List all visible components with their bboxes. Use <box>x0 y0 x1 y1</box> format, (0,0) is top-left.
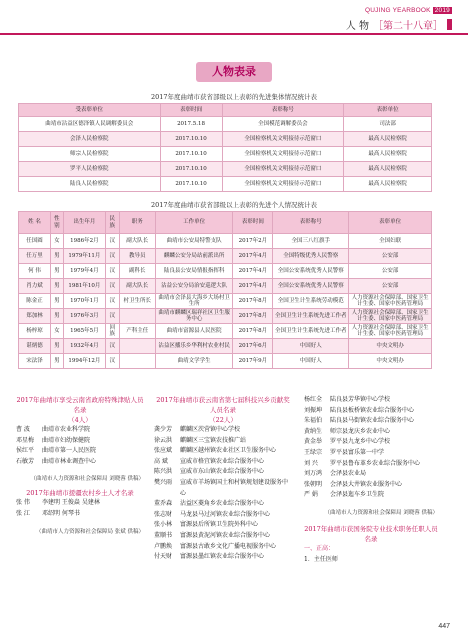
person-name: 侯红平 <box>16 447 35 455</box>
table-row <box>19 234 432 249</box>
source-note: （曲靖市人力资源和社会保障局 张斌 供稿） <box>36 528 144 535</box>
person-name: 张 伟 <box>16 499 30 507</box>
person-unit: 会泽县迤车乡卫生院 <box>330 491 385 499</box>
table-row <box>19 177 432 192</box>
cell: 男 <box>50 294 63 309</box>
person-name: 黄纳生 <box>304 427 323 435</box>
cell: 何 伟 <box>19 264 51 279</box>
list-item <box>304 406 438 417</box>
column-middle <box>154 395 292 563</box>
person-name: 张应斌 <box>154 447 173 455</box>
year-badge: 2019 <box>434 7 450 14</box>
cell <box>119 309 155 324</box>
cell: 汉 <box>105 249 119 264</box>
cell: 2017年4月 <box>233 279 273 294</box>
cell: 肖力斌 <box>19 279 51 294</box>
list-item <box>304 480 438 491</box>
person-name: 张朝明 <box>304 480 323 488</box>
person-unit: 富源县黄泥河镇农业综合服务中心 <box>180 531 271 539</box>
person-name: 王绿宗 <box>304 448 323 456</box>
list-item <box>154 425 292 436</box>
person-name: 朱福伯 <box>304 417 323 425</box>
person-name: 卢鹏焕 <box>154 542 173 550</box>
cell: 全国公安系统优秀人民警察 <box>273 264 349 279</box>
cell: 最高人民检察院 <box>344 147 432 162</box>
cell: 2017年8月 <box>233 309 273 324</box>
table-row <box>19 354 432 369</box>
cell: 村卫生所长 <box>119 294 155 309</box>
list-item <box>16 446 144 457</box>
table2-header: 性别 <box>50 212 63 234</box>
person-unit: 曲靖市农业科学院 <box>42 426 91 433</box>
table-row <box>19 294 432 309</box>
list-item <box>16 457 144 468</box>
cell: 全国模范调解委员会 <box>222 117 344 132</box>
table-row <box>19 309 432 324</box>
cell: 中国好人 <box>273 354 349 369</box>
table1-header: 表彰单位 <box>344 104 432 117</box>
cell: 1965年5月 <box>63 324 105 339</box>
cell: 1970年1月 <box>63 294 105 309</box>
person-unit: 宣威市羊场镇国土和村镇规划建设服务中心 <box>180 478 289 497</box>
cell: 2017.10.10 <box>160 147 222 162</box>
cell: 曲靖市富源县人民医院 <box>155 324 233 339</box>
cell: 男 <box>50 264 63 279</box>
cell: 1994年12月 <box>63 354 105 369</box>
table2-title: 2017年度曲靖市获省部级以上表彰的先进个人情况统计表 <box>150 201 318 209</box>
table1-header: 表彰称号 <box>222 104 344 117</box>
cell: 女 <box>50 234 63 249</box>
cell: 人力资源社会保障部、国家卫生计生委、国家中医药管理局 <box>349 309 432 324</box>
person-name: 刘 兴 <box>304 459 318 467</box>
person-name: 刘振坤 <box>304 406 323 414</box>
cell: 1932年4月 <box>63 339 105 354</box>
person-name: 徐云洪 <box>154 436 173 444</box>
person-unit: 曲靖市第一人民医院 <box>42 447 97 455</box>
cell: 任万里 <box>19 249 51 264</box>
cell: 全国检察机关文明接待示范窗口 <box>222 177 344 192</box>
cell: 2017.10.10 <box>160 177 222 192</box>
table2-header: 表彰时间 <box>233 212 273 234</box>
table1-header: 受表彰单位 <box>19 104 161 117</box>
person-name: 龚少芳 <box>154 426 173 433</box>
person-unit: 宣威市格宜镇农业综合服务中心 <box>180 457 265 465</box>
cell: 2017年6月 <box>233 339 273 354</box>
person-name: 张小林 <box>154 521 173 529</box>
column-left <box>16 395 144 537</box>
person-unit: 富源县后所镇卫生院外科中心 <box>180 521 259 529</box>
person-name: 石敏芳 <box>16 457 35 465</box>
list-title: 2017年曲靖市获云南省第七届科技兴乡贡献奖人员名录 <box>156 396 290 414</box>
person-unit: 罗平县九龙乡中心学校 <box>330 438 391 446</box>
cell: 人力资源社会保障部、国家卫生计生委、国家中医药管理局 <box>349 324 432 339</box>
cell: 会泽人民检察院 <box>19 132 161 147</box>
cell: 2017.10.10 <box>160 162 222 177</box>
person-unit: 沾益区菱角乡农业综合服务中心 <box>180 500 265 508</box>
cell: 1981年10月 <box>63 279 105 294</box>
cell: 宋法泽 <box>19 354 51 369</box>
yearbook-english-title: QUJING YEARBOOK 2019 <box>364 7 450 14</box>
table2-header: 民族 <box>105 212 119 234</box>
person-unit: 富源县墨红镇农业综合服务中心 <box>180 553 265 561</box>
cell: 司法部 <box>344 117 432 132</box>
cell: 麒麟公安分局站前派出所 <box>155 249 233 264</box>
cell: 曲靖市沾益区德泽镇人民调解委员会 <box>19 117 161 132</box>
cell: 陈金正 <box>19 294 51 309</box>
cell: 全国检察机关文明接待示范窗口 <box>222 147 344 162</box>
cell: 罗平人民检察院 <box>19 162 161 177</box>
person-name: 高 斌 <box>154 457 168 465</box>
list-item <box>154 520 292 531</box>
table-row <box>19 249 432 264</box>
person-unit: 罗平县富乐第一中学 <box>330 448 385 456</box>
cell: 中国好人 <box>273 339 349 354</box>
table-row <box>19 162 432 177</box>
cell: 副大队长 <box>119 279 155 294</box>
cell: 陆良人民检察院 <box>19 177 161 192</box>
list-item <box>154 499 292 510</box>
person-name: 邓星梅 <box>16 436 35 444</box>
table2-header: 工作单位 <box>155 212 233 234</box>
cell: 陆良县公安局情报指挥科 <box>155 264 233 279</box>
cell: 公安部 <box>349 249 432 264</box>
table-row <box>19 132 432 147</box>
cell: 曲靖市会泽县大海乡大场村卫生所 <box>155 294 233 309</box>
table-row <box>19 279 432 294</box>
cell: 曲靖文学学生 <box>155 354 233 369</box>
cell: 全国妇联 <box>349 234 432 249</box>
list-item <box>154 552 292 563</box>
list-count: （4人） <box>68 416 92 424</box>
list-item <box>304 437 438 448</box>
list-item <box>154 436 292 447</box>
person-unit: 李建明 王俊焱 吴建林 <box>42 499 100 507</box>
cell: 2017年2月 <box>233 234 273 249</box>
cell: 男 <box>50 354 63 369</box>
table2-header: 职务 <box>119 212 155 234</box>
cell: 教导员 <box>119 249 155 264</box>
header-rule <box>0 33 468 35</box>
person-unit: 马龙县马过河镇农业综合服务中心 <box>180 510 271 518</box>
list-title: 2017年曲靖市享受云南省政府特殊津贴人员名录 <box>16 396 144 414</box>
cell: 谌炳德 <box>19 339 51 354</box>
list-item <box>16 498 144 509</box>
list-item <box>16 436 144 447</box>
table2-header: 出生年月 <box>63 212 105 234</box>
cell: 汉 <box>105 294 119 309</box>
cell: 曲靖市麒麟区瑞祥社区卫生服务中心 <box>155 309 233 324</box>
cell: 人力资源社会保障部、国家卫生计生委、国家中医药管理局 <box>349 294 432 309</box>
cell: 杨梓琼 <box>19 324 51 339</box>
table1-header: 表彰时间 <box>160 104 222 117</box>
cell: 公安部 <box>349 264 432 279</box>
cell: 男 <box>50 249 63 264</box>
list-item: 1．主任医师 <box>304 555 338 563</box>
cell: 师宗人民检察院 <box>19 147 161 162</box>
person-name: 刘万鸿 <box>304 470 323 478</box>
source-note: （曲靖市人力资源和社会保障局 刘晓蓉 供稿） <box>30 476 144 483</box>
collective-awards-table <box>18 103 432 192</box>
cell <box>119 354 155 369</box>
page-number: 447 <box>438 623 450 630</box>
list-title: 2017年曲靖市援疆农村乡土人才名录 <box>26 489 134 498</box>
person-name: 董顺书 <box>154 531 173 539</box>
list-item <box>304 459 438 470</box>
person-unit: 麒麟区越州镇农业社区卫生服务中心 <box>180 447 277 455</box>
cell: 2017.10.10 <box>160 132 222 147</box>
cell: 全国卫生计生系统劳动模范 <box>273 294 349 309</box>
cell: 汉 <box>105 309 119 324</box>
list-item <box>304 490 438 501</box>
list-item <box>154 531 292 542</box>
cell: 汉 <box>105 354 119 369</box>
source-note: （曲靖市人力资源和社会保障局 刘晓蓉 供稿） <box>324 509 438 516</box>
list-subhead: 一、正高： <box>304 544 335 552</box>
list-count: （22人） <box>209 416 237 424</box>
chapter-label: ［第二十八章］ <box>373 21 443 32</box>
person-name: 黄金举 <box>304 438 323 446</box>
cell: 2017年9月 <box>233 354 273 369</box>
person-unit: 麒麟区茨营镇中心学校 <box>180 426 241 433</box>
person-unit: 曲靖市妇幼保健院 <box>42 436 91 444</box>
cell: 中央文明办 <box>349 354 432 369</box>
cell: 产科主任 <box>119 324 155 339</box>
cell: 最高人民检察院 <box>344 162 432 177</box>
person-unit: 曲靖市林业调查中心 <box>42 457 97 465</box>
person-unit: 陆良县板桥镇农业综合服务中心 <box>330 406 415 414</box>
list-item <box>154 457 292 468</box>
chapter-heading <box>346 17 452 32</box>
cell: 1979年11月 <box>63 249 105 264</box>
person-unit: 富源县古敢乡文化广播电视服务中心 <box>180 542 277 550</box>
cell: 汉 <box>105 234 119 249</box>
person-name: 董乔森 <box>154 500 173 508</box>
cell: 男 <box>50 339 63 354</box>
cell: 2017年4月 <box>233 264 273 279</box>
cell: 1979年4月 <box>63 264 105 279</box>
cell: 1986年2月 <box>63 234 105 249</box>
cell: 曲靖市公安局特警支队 <box>155 234 233 249</box>
cell: 2017年8月 <box>233 324 273 339</box>
table-row <box>19 147 432 162</box>
cell <box>119 339 155 354</box>
list-item <box>304 416 438 427</box>
table2-header: 表彰称号 <box>273 212 349 234</box>
cell: 全国卫生计生系统先进工作者 <box>273 324 349 339</box>
cell: 全国公安系统优秀人民警察 <box>273 279 349 294</box>
person-name: 陈兴洪 <box>154 468 173 476</box>
cell: 2017年8月 <box>233 294 273 309</box>
cell: 汉 <box>105 264 119 279</box>
table-row <box>19 264 432 279</box>
person-unit: 师宗县龙庆乡农业中心 <box>330 427 391 435</box>
cell: 中央文明办 <box>349 339 432 354</box>
cell: 最高人民检察院 <box>344 177 432 192</box>
chapter-marker <box>447 19 452 30</box>
person-unit: 宣威市东山镇农业综合服务中心 <box>180 468 265 476</box>
cell: 全国三八红旗手 <box>273 234 349 249</box>
list-item <box>154 510 292 521</box>
cell: 汉 <box>105 339 119 354</box>
cell: 2017年4月 <box>233 249 273 264</box>
person-unit: 罗平县鲁布革乡农业综合服务中心 <box>330 459 421 467</box>
table-row <box>19 339 432 354</box>
table2-header: 表彰单位 <box>349 212 432 234</box>
person-name: 张志财 <box>154 510 173 518</box>
list-item <box>16 509 144 520</box>
list-item <box>154 446 292 457</box>
list-item <box>16 425 144 436</box>
cell: 沾益区播乐乡华利村农业村民 <box>155 339 233 354</box>
person-name: 樊兴雨 <box>154 478 173 486</box>
list-item <box>154 478 292 499</box>
person-name: 张 江 <box>16 509 30 517</box>
list-item <box>154 467 292 478</box>
person-unit: 陆良县马街镇农业综合服务中心 <box>330 417 415 425</box>
cell: 副科长 <box>119 264 155 279</box>
section-title: 人物表录 <box>196 62 272 82</box>
person-unit: 麒麟区三宝镇农技推广站 <box>180 436 247 444</box>
table2-header: 姓 名 <box>19 212 51 234</box>
person-name: 曹 波 <box>16 426 30 433</box>
cell: 最高人民检察院 <box>344 132 432 147</box>
cell: 公安部 <box>349 279 432 294</box>
person-unit: 邓绍明 何琴书 <box>42 509 80 517</box>
cell: 副大队长 <box>119 234 155 249</box>
list-item <box>304 427 438 438</box>
person-name: 严 娟 <box>304 491 318 499</box>
cell: 汉 <box>105 279 119 294</box>
individual-awards-table <box>18 211 432 369</box>
cell: 1976年3月 <box>63 309 105 324</box>
cell: 任国圆 <box>19 234 51 249</box>
person-unit: 会泽县农业局 <box>330 470 367 478</box>
person-name: 付天财 <box>154 553 173 561</box>
cell: 全国特级优秀人民警察 <box>273 249 349 264</box>
table-row <box>19 117 432 132</box>
cell: 沾益公安分局治安巡逻大队 <box>155 279 233 294</box>
list-item <box>304 395 438 406</box>
cell: 女 <box>50 324 63 339</box>
table-row <box>19 324 432 339</box>
table1-title: 2017年度曲靖市获省部级以上表彰的先进集体情况统计表 <box>150 93 318 101</box>
cell: 回族 <box>105 324 119 339</box>
section-label: 人 物 <box>345 21 369 32</box>
list-item <box>304 469 438 480</box>
cell: 男 <box>50 309 63 324</box>
person-unit: 陆良县芳华镇中心学校 <box>330 396 391 403</box>
list-item <box>154 542 292 553</box>
person-name: 杨红全 <box>304 396 323 403</box>
cell: 2017.5.18 <box>160 117 222 132</box>
list-item <box>304 448 438 459</box>
column-right <box>304 395 438 565</box>
cell: 全国卫生计生系统先进工作者 <box>273 309 349 324</box>
cell: 男 <box>50 279 63 294</box>
cell: 全国检察机关文明接待示范窗口 <box>222 162 344 177</box>
person-unit: 会泽县大井镇农业服务中心 <box>330 480 403 488</box>
list-title: 2017年曲靖市获国务院专业技术职务任职人员名录 <box>304 524 438 543</box>
cell: 郑加林 <box>19 309 51 324</box>
cell: 全国检察机关文明接待示范窗口 <box>222 132 344 147</box>
